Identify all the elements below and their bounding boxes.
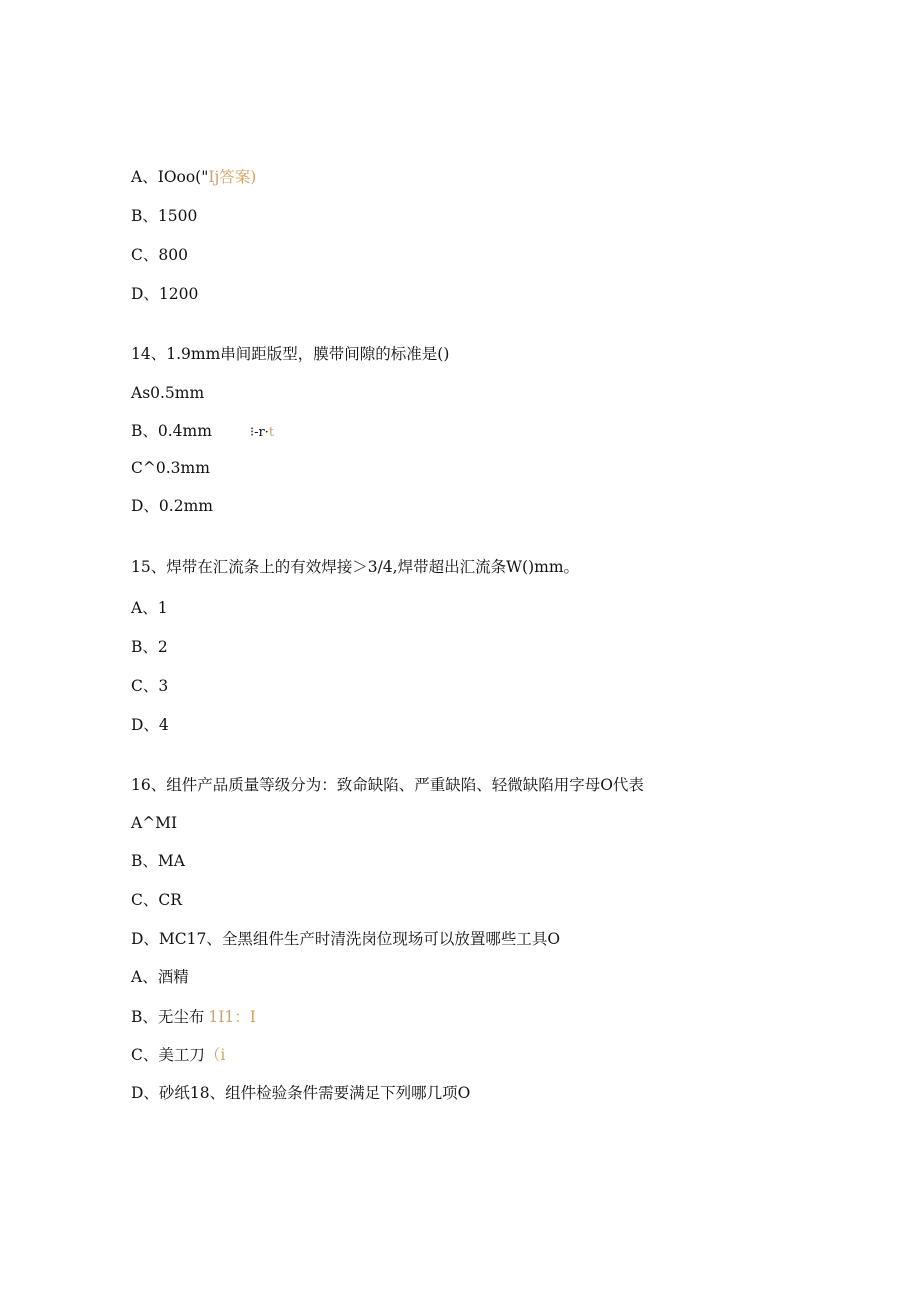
stray-mark-accent: t	[268, 425, 275, 440]
q16-option-a: A^MI	[131, 814, 178, 832]
q14-option-d: D、0.2mm	[131, 497, 213, 515]
q16-option-d-q17-question: D、MC17、全黑组件生产时清洗岗位现场可以放置哪些工具O	[131, 930, 561, 948]
q17-option-d-q18-question: D、砂纸18、组件检验条件需要满足下列哪几项O	[131, 1084, 471, 1102]
option-text: C、美工刀	[131, 1046, 205, 1064]
q16-option-b: B、MA	[131, 852, 185, 870]
option-text: A、IOoo("	[131, 168, 209, 186]
q15-question: 15、焊带在汇流条上的有效焊接＞3/4,焊带超出汇流条W()mm。	[131, 558, 580, 576]
q16-question: 16、组件产品质量等级分为：致命缺陷、严重缺陷、轻微缺陷用字母O代表	[131, 776, 644, 794]
q15-option-b: B、2	[131, 638, 168, 656]
q14-question: 14、1.9mm串间距版型，膜带间隙的标准是()	[131, 345, 450, 363]
option-text: B、无尘布	[131, 1008, 205, 1026]
q13-option-c: C、800	[131, 246, 188, 264]
q15-option-d: D、4	[131, 716, 169, 734]
q13-option-b: B、1500	[131, 207, 198, 225]
q14-option-c: C^0.3mm	[131, 459, 210, 477]
q14-option-a: As0.5mm	[131, 384, 205, 402]
stray-mark: ⁝-r·	[249, 425, 269, 440]
q16-option-c: C、CR	[131, 891, 182, 909]
option-text: B、0.4mm	[131, 422, 212, 440]
q17-option-a: A、酒精	[131, 968, 189, 986]
stray-mark: 1I1：I	[208, 1008, 256, 1026]
q17-option-c	[131, 1045, 225, 1065]
q14-option-b	[131, 421, 274, 443]
q15-option-a: A、1	[131, 599, 168, 617]
q15-option-c: C、3	[131, 677, 169, 695]
q13-option-a	[131, 167, 256, 187]
q17-option-b	[131, 1007, 256, 1027]
q13-option-d: D、1200	[131, 285, 199, 303]
answer-mark: Ij答案)	[208, 168, 257, 186]
stray-mark: （i	[204, 1046, 226, 1064]
